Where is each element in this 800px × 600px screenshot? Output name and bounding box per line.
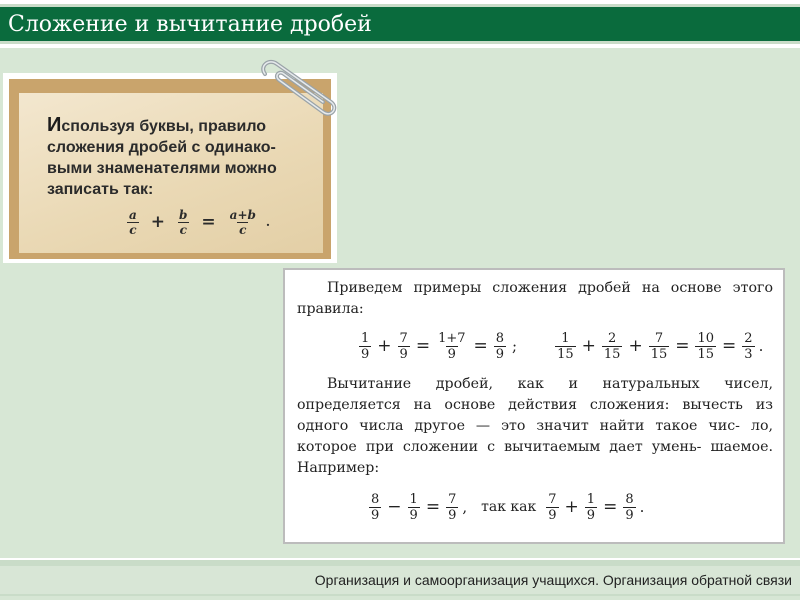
fraction-b-over-c: $\frac{b}{c}$ xyxy=(179,208,188,237)
footer-band xyxy=(0,558,800,596)
fraction: $\frac{8}{9}$ xyxy=(495,330,505,362)
period: . xyxy=(639,497,645,516)
fraction: $\frac{8}{9}$ xyxy=(371,491,380,523)
equals-sign: = xyxy=(415,335,431,356)
fraction: $\frac{2}{3}$ xyxy=(744,330,753,362)
fraction: $\frac{1}{9}$ xyxy=(409,491,418,523)
semicolon: ; xyxy=(512,336,518,355)
title-band xyxy=(0,4,800,44)
fraction: $\frac{1}{15}$ xyxy=(557,330,574,362)
since-text: так как xyxy=(481,498,537,515)
fraction-a-over-c: $\frac{a}{c}$ xyxy=(129,208,137,237)
fraction: $\frac{1+7}{9}$ xyxy=(438,330,466,362)
paragraph-subtraction: Вычитание дробей, как и натуральных чисел, определяется на основе действия сложения: вычесть из одного числа другое — это значит найти такое чис- ло, которое при сложении с вычитаемым дает умень- шаемое. Например: xyxy=(297,376,773,476)
equals-sign: = xyxy=(603,496,618,517)
note-initial: И xyxy=(47,114,62,136)
fraction: $\frac{8}{9}$ xyxy=(625,491,634,523)
period: . xyxy=(265,215,271,229)
rule-formula xyxy=(125,208,313,237)
equals-sign: = xyxy=(473,335,488,356)
fraction: $\frac{1}{9}$ xyxy=(361,330,370,362)
fraction: $\frac{7}{9}$ xyxy=(548,491,557,523)
equals-sign: = xyxy=(675,335,690,356)
plus-sign: + xyxy=(628,335,643,356)
fraction: $\frac{7}{15}$ xyxy=(650,330,668,362)
example-row-2 xyxy=(367,487,773,527)
slide-title: Сложение и вычитание дробей xyxy=(8,11,372,37)
plus-sign: + xyxy=(377,335,392,356)
equals-sign: = xyxy=(201,212,216,232)
plus-sign: + xyxy=(581,335,596,356)
plus-sign: + xyxy=(150,212,166,232)
paperclip-icon xyxy=(257,56,339,116)
fraction: $\frac{7}{9}$ xyxy=(399,330,408,362)
footer-bar xyxy=(0,566,800,594)
plus-sign: + xyxy=(564,496,579,517)
note-body: спользуя буквы, правило сложения дробей с одинако- выми знаменателями можно записать так: xyxy=(47,118,277,198)
examples-panel xyxy=(283,268,785,544)
period: . xyxy=(758,336,764,355)
minus-sign: − xyxy=(387,496,402,517)
equals-sign: = xyxy=(722,335,737,356)
fraction: $\frac{2}{15}$ xyxy=(603,330,621,362)
example-row-1 xyxy=(357,326,773,366)
footer-caption: Организация и самоорганизация учащихся. Организация обратной связи xyxy=(314,572,792,588)
fraction: $\frac{1}{9}$ xyxy=(586,491,596,523)
panel-text xyxy=(297,278,773,527)
note-text xyxy=(47,115,313,200)
equals-sign: = xyxy=(425,496,441,517)
paragraph-intro: Приведем примеры сложения дробей на основе этого правила: xyxy=(297,280,773,317)
fraction: $\frac{7}{9}$ xyxy=(448,491,457,523)
comma: , xyxy=(462,497,468,516)
fraction: $\frac{10}{15}$ xyxy=(697,330,715,362)
fraction-sum-over-c: $\frac{a+b}{c}$ xyxy=(229,208,256,237)
